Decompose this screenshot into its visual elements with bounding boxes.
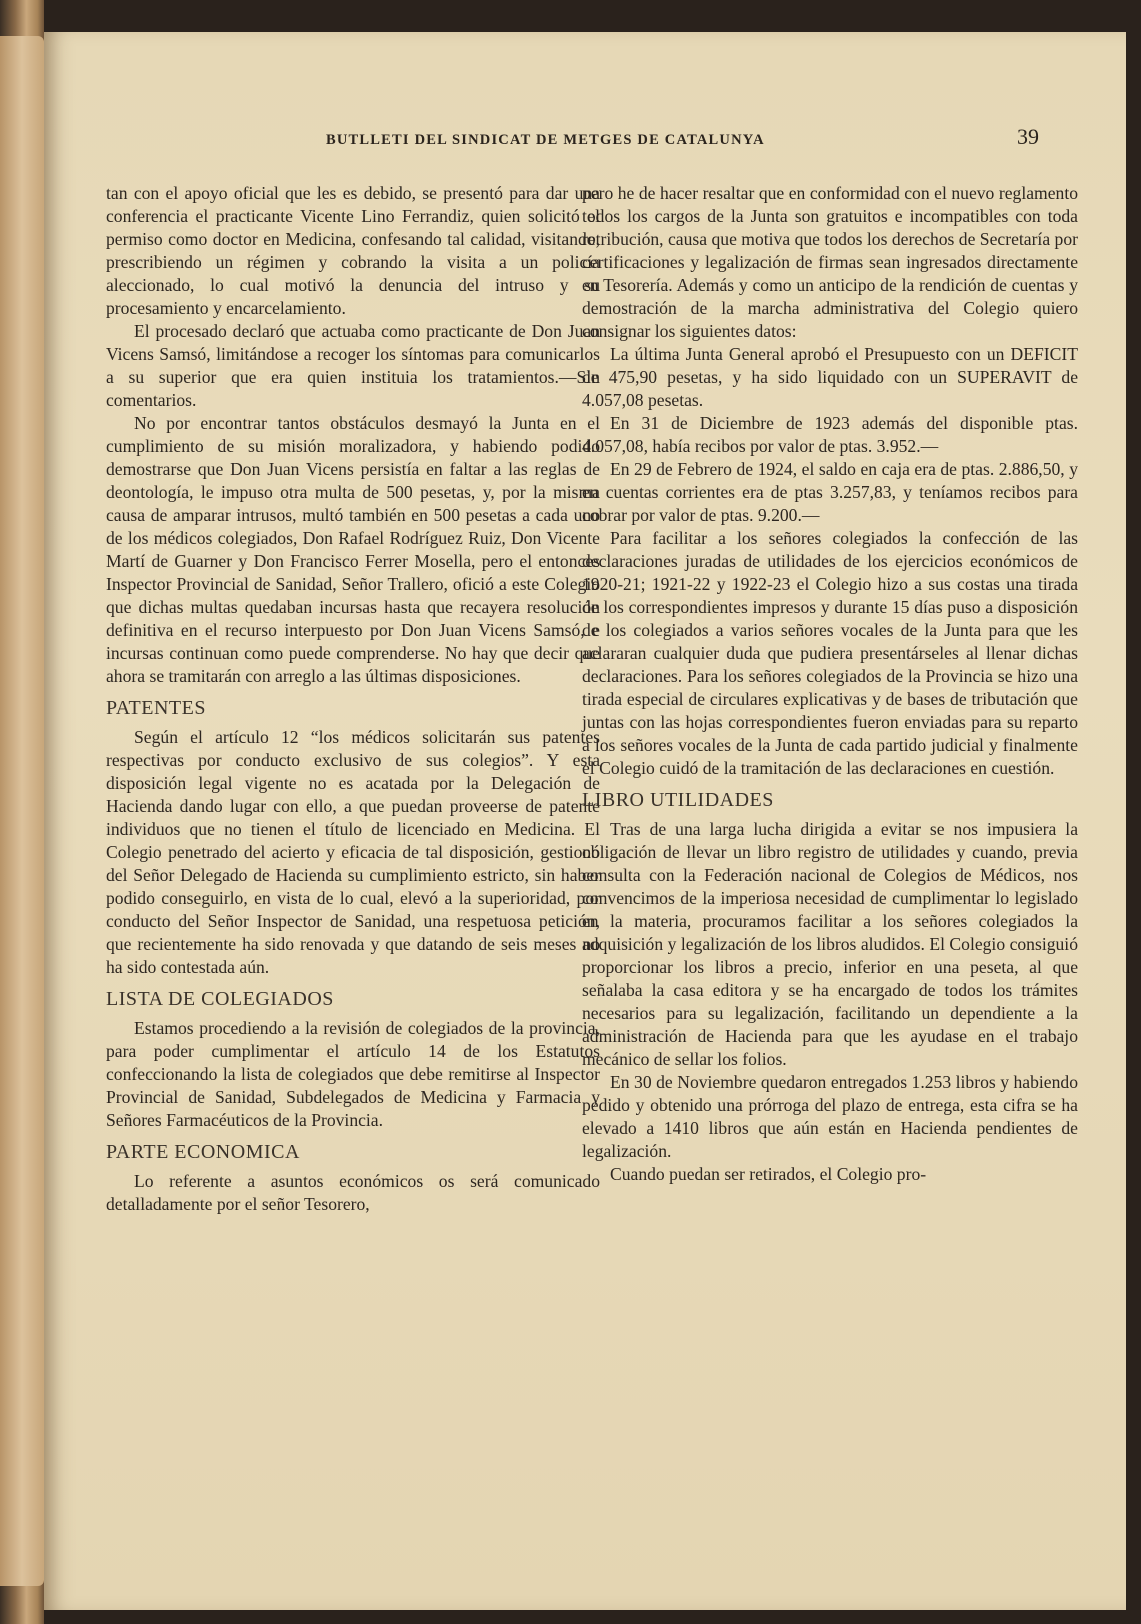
paragraph: En 29 de Febrero de 1924, el saldo en caja era de ptas. 2.886,50, y en cuentas corrientes era de ptas 3.257,83, y teníamos recibos para cobrar por valor de ptas. 9.200.— bbox=[582, 459, 1078, 525]
paragraph: pero he de hacer resaltar que en conformidad con el nuevo reglamento todos los cargos de la Junta son gratuitos e incompatibles con toda retribución, causa que motiva que todos los derechos de Secretaría por certificaciones y legalización de firmas sean ingresados directamente en Tesorería. Además y como un anticipo de la rendición de cuentas y demostración de la marcha administrativa del Colegio quiero consignar los siguientes datos: bbox=[582, 183, 1078, 341]
paragraph: Tras de una larga lucha dirigida a evitar se nos impusiera la obligación de llevar un libro registro de utilidades y cuando, previa consulta con la Federación nacional de Colegios de Médicos, nos convencimos de la imperiosa necesidad de cumplimentar lo legislado en la materia, procuramos facilitar a los señores colegiados la adquisición y legalización de los libros aludidos. El Colegio consiguió proporcionar los libros a precio, inferior en una peseta, al que señalaba la casa editora y se ha encargado de todos los trámites necesarios para su legalización, facilitando un dependiente a la administración de Hacienda para que les ayudase en el trabajo mecánico de sellar los folios. bbox=[582, 819, 1078, 1069]
journal-title: BUTLLETI DEL SINDICAT DE METGES DE CATALUNYA bbox=[326, 132, 765, 148]
paragraph: En 31 de Diciembre de 1923 además del disponible ptas. 4.057,08, había recibos por valor de ptas. 3.952.— bbox=[582, 413, 1078, 456]
section-heading-parte-economica: PARTE ECONOMICA bbox=[106, 1141, 300, 1163]
section-heading-libro: LIBRO UTILIDADES bbox=[582, 789, 774, 811]
paragraph: Para facilitar a los señores colegiados la confección de las declaraciones juradas de utilidades de los ejercicios económicos de 1920-21; 1921-22 y 1922-23 el Colegio hizo a sus costas una tirada de los correspondientes impresos y durante 15 días puso a disposición de los colegiados a varios señores vocales de la Junta para que les aclararan cualquier duda que pudiera presentárseles al llenar dichas declaraciones. Para los señores colegiados de la Provincia se hizo una tirada especial de circulares explicativas y de bases de tributación que juntas con las hojas correspondientes fueron enviadas para su reparto a los señores vocales de la Junta de cada partido judicial y finalmente el Colegio cuidó de la tramitación de las declaraciones en cuestión. bbox=[582, 528, 1078, 778]
paragraph: Según el artículo 12 “los médicos solicitarán sus patentes respectivas por conducto exclusivo de sus colegios”. Y esta disposición legal vigente no es acatada por la Delegación de Hacienda dando lugar con ello, a que puedan proveerse de patente individuos que no tienen el título de licenciado en Medicina. El Colegio penetrado del acierto y eficacia de tal disposición, gestionó del Señor Delegado de Hacienda su cumplimiento estricto, sin haber podido conseguirlo, en vista de lo cual, elevó a la superioridad, por conducto del Señor Inspector de Sanidad, una respetuosa petición, que recientemente ha sido renovada y que datando de seis meses no ha sido contestada aún. bbox=[106, 727, 600, 977]
previous-page-edge bbox=[0, 36, 44, 1586]
paragraph: El procesado declaró que actuaba como practicante de Don Juan Vicens Samsó, limitándose a recoger los síntomas para comunicarlos a su superior que era quien instituia los tratamientos.—Sin comentarios. bbox=[106, 321, 600, 410]
section-heading-lista: LISTA DE COLEGIADOS bbox=[106, 988, 334, 1010]
page-number: 39 bbox=[1017, 124, 1039, 149]
document-page bbox=[44, 32, 1126, 1610]
paragraph: No por encontrar tantos obstáculos desmayó la Junta en el cumplimiento de su misión moralizadora, y habiendo podido demostrarse que Don Juan Vicens persistía en faltar a las reglas de deontología, le impuso otra multa de 500 pesetas, y, por la misma causa de amparar intrusos, multó también en 500 pesetas a cada uno de los médicos colegiados, Don Rafael Rodríguez Ruiz, Don Vicente Martí de Guarner y Don Francisco Ferrer Mosella, pero el entonces Inspector Provincial de Sanidad, Señor Trallero, ofició a este Colegio que dichas multas quedaban incursas hasta que recayera resolución definitiva en el recurso interpuesto por Don Juan Vicens Samsó, e incursas continuan como puede comprenderse. No hay que decir que ahora se tramitarán con arreglo a las últimas disposiciones. bbox=[106, 413, 600, 686]
left-column bbox=[106, 182, 600, 1216]
paragraph: En 30 de Noviembre quedaron entregados 1.253 libros y habiendo pedido y obtenido una prórroga del plazo de entrega, esta cifra se ha elevado a 1410 libros que aún están en Hacienda pendientes de legalización. bbox=[582, 1072, 1078, 1161]
paragraph: Cuando puedan ser retirados, el Colegio pro- bbox=[610, 1164, 927, 1184]
paragraph: Lo referente a asuntos económicos os será comunicado detalladamente por el señor Tesorero, bbox=[106, 1171, 600, 1214]
paragraph: La última Junta General aprobó el Presupuesto con un DEFICIT de 475,90 pesetas, y ha sido liquidado con un SUPERAVIT de 4.057,08 pesetas. bbox=[582, 344, 1078, 410]
running-header bbox=[44, 124, 1126, 160]
paragraph: Estamos procediendo a la revisión de colegiados de la provincia, para poder cumplimentar el artículo 14 de los Estatutos confeccionando la lista de colegiados que debe remitirse al Inspector Provincial de Sanidad, Subdelegados de Medicina y Farmacia y Señores Farmacéuticos de la Provincia. bbox=[106, 1018, 600, 1130]
right-column bbox=[582, 182, 1078, 1186]
section-heading-patentes: PATENTES bbox=[106, 697, 206, 719]
paragraph: tan con el apoyo oficial que les es debido, se presentó para dar una conferencia el practicante Vicente Lino Ferrandiz, quien solicitó el permiso como doctor en Medicina, confesando tal calidad, visitando, prescribiendo un régimen y cobrando la visita a un policía aleccionado, lo cual motivó la denuncia del intruso y su procesamiento y encarcelamiento. bbox=[106, 183, 600, 318]
